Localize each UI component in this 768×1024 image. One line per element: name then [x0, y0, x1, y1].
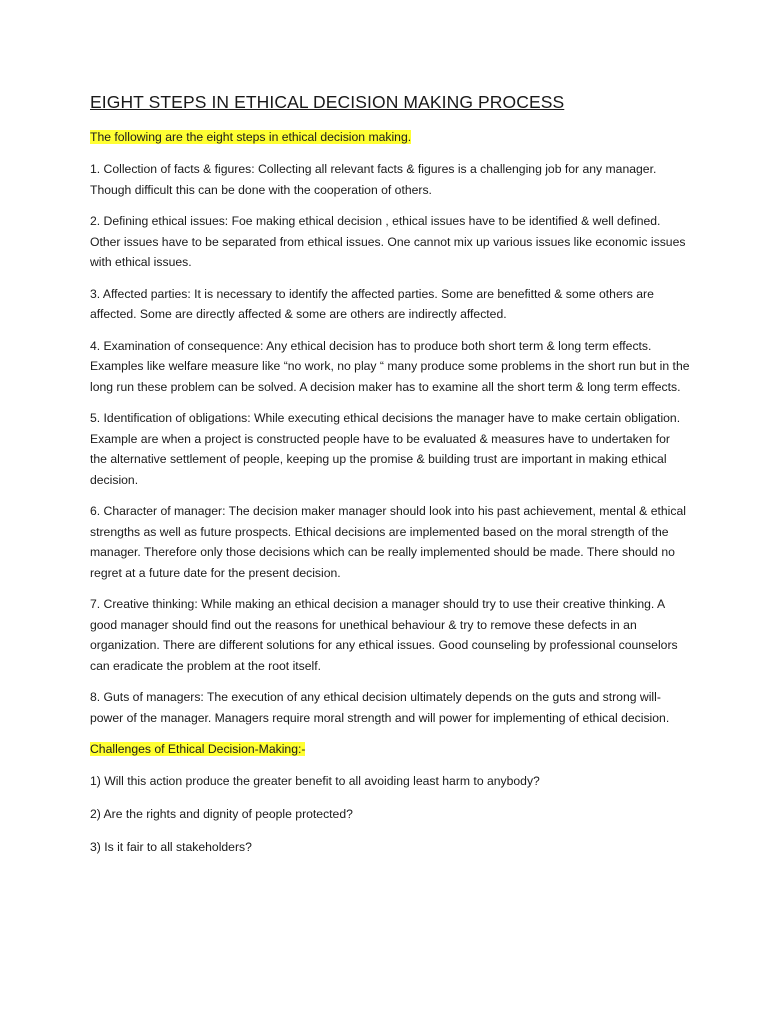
step-7: 7. Creative thinking: While making an ethical decision a manager should try to use their creative thinking. A good manager should find out the reasons for unethical behaviour & try to remove these defects in an organization. There are different solutions for any ethical issues. Good counseling by professional counselors can eradicate the problem at the root itself. [90, 597, 678, 673]
step-6: 6. Character of manager: The decision maker manager should look into his past achievement, mental & ethical strengths as well as future prospects. Ethical decisions are implemented based on the moral strength of the manager. Therefore only those decisions which can be really implemented should be made. There should no regret at a future date for the present decision. [90, 504, 686, 580]
page-title: EIGHT STEPS IN ETHICAL DECISION MAKING PROCESS [90, 92, 565, 112]
intro-highlight: The following are the eight steps in ethical decision making. [90, 130, 412, 144]
question-2: 2) Are the rights and dignity of people protected? [90, 807, 353, 821]
question-1: 1) Will this action produce the greater benefit to all avoiding least harm to anybody? [90, 774, 540, 788]
step-8: 8. Guts of managers: The execution of any ethical decision ultimately depends on the guts and strong will-power of the manager. Managers require moral strength and will power for implementing of ethical decision. [90, 690, 670, 725]
challenges-heading [90, 739, 690, 759]
step-1: 1. Collection of facts & figures: Collecting all relevant facts & figures is a challenging job for any manager. Though difficult this can be done with the cooperation of others. [90, 162, 657, 197]
challenges-highlight: Challenges of Ethical Decision-Making:- [90, 742, 306, 756]
step-4: 4. Examination of consequence: Any ethical decision has to produce both short term & long term effects. Examples like welfare measure like “no work, no play “ many produce some problems in the short run but in the long run these problem can be solved. A decision maker has to examine all the short term & long term effects. [90, 338, 690, 394]
document-content [90, 92, 690, 870]
steps-list [90, 159, 690, 728]
question-3: 3) Is it fair to all stakeholders? [90, 840, 252, 854]
step-5: 5. Identification of obligations: While executing ethical decisions the manager have to make certain obligation. Example are when a project is constructed people have to be evaluated & measures have to undertaken for the alternative settlement of people, keeping up the promise & building trust are important in making ethical decision. [90, 411, 681, 487]
questions-list [90, 771, 690, 857]
step-2: 2. Defining ethical issues: Foe making ethical decision , ethical issues have to be identified & well defined. Other issues have to be separated from ethical issues. One cannot mix up various issues like economic issues with ethical issues. [90, 214, 686, 269]
step-3: 3. Affected parties: It is necessary to identify the affected parties. Some are benefitted & some others are affected. Some are directly affected & some are others are indirectly affected. [90, 286, 654, 321]
intro-line [90, 127, 690, 147]
